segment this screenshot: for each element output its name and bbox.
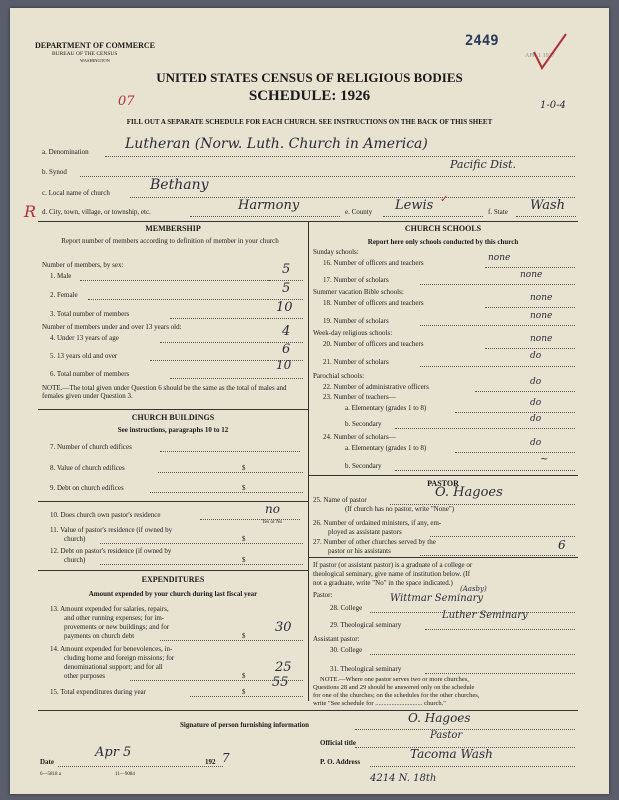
synod-value: Pacific Dist. — [450, 158, 517, 171]
q24-label: 24. Number of scholars— — [323, 433, 396, 441]
q16-label: 16. Number of officers and teachers — [323, 259, 424, 267]
q15-label: 15. Total expenditures during year — [50, 688, 146, 696]
q12-label-a: 12. Debt on pastor's residence (if owned by — [50, 547, 172, 555]
form-title: UNITED STATES CENSUS OF RELIGIOUS BODIES — [156, 70, 463, 85]
q11-label-b: church) — [64, 535, 86, 543]
county-value: Lewis — [395, 198, 434, 213]
year-prefix: 192 — [205, 758, 216, 766]
q15-dollar: $ — [242, 688, 246, 696]
dept-heading: DEPARTMENT OF COMMERCE — [35, 41, 156, 50]
pastor-sub-label: Pastor: — [313, 591, 333, 599]
fill-instruction: FILL OUT A SEPARATE SCHEDULE FOR EACH CHURCH. SEE INSTRUCTIONS ON THE BACK OF THIS SHEET — [126, 118, 493, 126]
q15-value: 55 — [272, 675, 289, 690]
q28-insert: (Aasby) — [460, 585, 487, 593]
q10-label: 10. Does church own pastor's residence — [50, 511, 161, 519]
city-label: d. City, town, village, or township, etc. — [42, 208, 151, 216]
q14-value: 25 — [275, 660, 292, 675]
q29-label: 29. Theological seminary — [330, 621, 402, 629]
q23b-value: do — [530, 414, 542, 424]
denomination-value: Lutheran (Norw. Luth. Church in America) — [125, 136, 428, 152]
q28-value: Wittmar Seminary — [390, 593, 484, 604]
address-label: P. O. Address — [320, 758, 361, 766]
q3-label: 3. Total number of members — [50, 310, 130, 318]
grad-note-1: If pastor (or assistant pastor) is a graduate of a college or — [313, 561, 473, 569]
q4-value: 4 — [282, 324, 291, 339]
q21-value: do — [530, 351, 542, 361]
q2-label: 2. Female — [50, 291, 78, 299]
q29-value: Luther Seminary — [442, 610, 528, 621]
membership-title: MEMBERSHIP — [145, 224, 201, 233]
q25-hint: (If church has no pastor, write "None") — [345, 505, 455, 513]
q26-label-a: 26. Number of ordained ministers, if any, em- — [313, 519, 442, 527]
q8-dollar: $ — [242, 464, 246, 472]
q20-label: 20. Number of officers and teachers — [323, 340, 424, 348]
q13-dollar: $ — [242, 632, 246, 640]
q24b-value: ~ — [540, 454, 549, 465]
q14-label-a: 14. Amount expended for benevolences, in- — [50, 645, 173, 653]
q30-label: 30. College — [330, 646, 363, 654]
buildings-sub: See instructions, paragraphs 10 to 12 — [117, 426, 229, 434]
signature-value: O. Hagoes — [408, 711, 471, 725]
q23b-label: b. Secondary — [345, 420, 382, 428]
schedule-title: SCHEDULE: 1926 — [248, 88, 371, 104]
q13-label-b: and other running expenses; for im- — [64, 614, 165, 622]
q12-dollar: $ — [242, 556, 246, 564]
q28-label: 28. College — [330, 604, 363, 612]
official-title-label: Official title — [320, 739, 356, 747]
schools-intro: Report here only schools conducted by this church — [367, 238, 519, 246]
q31-label: 31. Theological seminary — [330, 665, 402, 673]
q5-label: 5. 13 years old and over — [50, 352, 118, 360]
print-code: 11—9084 — [115, 772, 135, 777]
red-r-mark: R — [24, 202, 37, 221]
city-heading: WASHINGTON — [80, 58, 110, 63]
q9-dollar: $ — [242, 484, 246, 492]
date-value: Apr 5 — [95, 745, 132, 760]
synod-label: b. Synod — [42, 168, 67, 176]
q18-label: 18. Number of officers and teachers — [323, 299, 424, 307]
q10-hint: Yes or No — [262, 520, 283, 525]
q11-dollar: $ — [242, 535, 246, 543]
q1-value: 5 — [282, 262, 291, 277]
q25-value: O. Hagoes — [435, 485, 503, 500]
q27-label-a: 27. Number of other churches served by the — [313, 538, 436, 546]
church-name-value: Bethany — [150, 177, 209, 193]
q8-label: 8. Value of church edifices — [50, 464, 125, 472]
q17-value: none — [520, 270, 543, 280]
q23a-value: do — [530, 398, 542, 408]
state-label: f. State — [488, 208, 508, 216]
q25-label: 25. Name of pastor — [313, 496, 367, 504]
q24b-label: b. Secondary — [345, 462, 382, 470]
stamp-date: APR 1 1927 — [525, 53, 555, 59]
bottom-note: 4214 N. 18th — [370, 773, 437, 784]
pastor-note-3: for one of the churches; on the schedules for the other churches, — [313, 692, 480, 699]
q16-value: none — [488, 253, 511, 263]
check-mark-icon — [530, 30, 570, 75]
pastor-note-1: NOTE.—Where one pastor serves two or more churches, — [320, 676, 469, 683]
q24a-value: do — [530, 438, 542, 448]
q24a-label: a. Elementary (grades 1 to 8) — [345, 444, 427, 452]
schools-title: CHURCH SCHOOLS — [404, 224, 482, 233]
by-sex-label: Number of members, by sex: — [42, 261, 124, 269]
q6-value: 10 — [276, 358, 292, 372]
pastor-note-4: write "See schedule for ............................. church." — [313, 700, 446, 707]
q13-label-d: payments on church debt — [64, 632, 135, 640]
expenditures-sub: Amount expended by your church during last fiscal year — [88, 590, 258, 598]
weekday-label: Week-day religious schools: — [313, 329, 393, 337]
official-title-value: Pastor — [430, 730, 463, 741]
assistant-sub-label: Assistant pastor: — [313, 635, 360, 643]
q14-dollar: $ — [242, 672, 246, 680]
q14-label-d: other purposes — [64, 672, 106, 680]
q17-label: 17. Number of scholars — [323, 276, 389, 284]
vacation-label: Summer vacation Bible schools: — [313, 288, 404, 296]
q12-label-b: church) — [64, 556, 86, 564]
address-value: Tacoma Wash — [410, 747, 493, 761]
church-name-label: c. Local name of church — [42, 189, 110, 197]
year-suffix: 7 — [222, 751, 230, 765]
q19-label: 19. Number of scholars — [323, 317, 389, 325]
q3-value: 10 — [276, 300, 293, 315]
q23a-label: a. Elementary (grades 1 to 8) — [345, 404, 427, 412]
q14-label-b: cluding home and foreign missions; for — [64, 654, 175, 662]
grad-note-3: not a graduate, write "No" in the space indicated.) — [313, 579, 453, 587]
by-age-label: Number of members under and over 13 years old: — [42, 323, 182, 331]
county-label: e. County — [345, 208, 373, 216]
denomination-label: a. Denomination — [42, 148, 89, 156]
q23-label: 23. Number of teachers— — [323, 393, 396, 401]
q1-label: 1. Male — [50, 272, 72, 280]
q13-value: 30 — [275, 620, 292, 635]
q13-label-a: 13. Amount expended for salaries, repairs, — [50, 605, 169, 613]
sunday-label: Sunday schools: — [313, 248, 359, 256]
stamp-number: 2449 — [465, 33, 499, 49]
form-code: 6—5818 a — [40, 772, 61, 777]
q27-value: 6 — [558, 538, 566, 552]
q5-value: 6 — [282, 342, 291, 357]
census-schedule-sheet: DEPARTMENT OF COMMERCE BUREAU OF THE CENSUS WASHINGTON UNITED STATES CENSUS OF RELIGIOUS BODIES SCHEDULE: 1926 FILL OUT A SEPARATE SCHEDULE FOR EACH CHURCH. SEE INSTRUCTIONS ON THE BACK OF THIS SHEET 2449 APR 1 1927 07 1-0-4 a. Denomination Lutheran (Norw. Luth. Church in America) b. Synod Pacific Dist. c. Local name of church Bethany R d. City, town, village, or township, etc. Harmony e. County Lewis ✓ f. State Wash MEMBERSHIP Report number of members according to definition of member in your church Number of members, by sex: 1. Male 5 2. Female 5 3. Total number of members 10 Number of members under and over 13 years old: 4. Under 13 years of age 4 5. 13 years old and over 6 6. Total number of members 10 NOTE.—The total given under Question 6 should be the same as the total of males and females given under Question 3. CHURCH BUILDINGS See instructions, paragraphs 10 to 12 7. Number of church edifices 8. Value of church edifices $ 9. Debt on church edifices $ 10. Does church own pastor's residence no Yes or No 11. Value of pastor's residence (if owned by church) $ 12. Debt on pastor's residence (if owned by church) $ EXPENDITURES Amount expended by your church during last fiscal year 13. Amount expended for salaries, repairs, and other running expenses; for im- provements or new buildings; and for payments on church debt $ 30 14. Amount expended for benevolences, in- cluding home and foreign missions; for denominational support; and for all other purposes $ 25 15. Total expenditures during year $ 55 CHURCH SCHOOLS Report here only schools conducted by this church Sunday schools: 16. Number of officers and teachers none 17. Number of scholars none Summer vacation Bible schools: 18. Number of officers and teachers none 19. Number of scholars none Week-day religious schools: 20. Number of officers and teachers none 21. Number of scholars do Parochial schools: 22. Number of administrative officers do 23. Number of teachers— a. Elementary (grades 1 to 8) do b. Secondary do 24. Number of scholars— a. Elementary (grades 1 to 8) do b. Secondary ~ PASTOR 25. Name of pastor O. Hagoes (If church has no pastor, write "None") 26. Number of ordained ministers, if any, em- ployed as assistant pastors 27. Number of other churches served by the pastor or his assistants 6 If pastor (or assistant pastor) is a graduate of a college or theological seminary, give name of institution below. (If not a graduate, write "No" in the space indicated.) Pastor: 28. College Wittmar Seminary (Aasby) 29. Theological seminary Luther Seminary Assistant pastor: 30. College 31. Theological seminary NOTE.—Where one pastor serves two or more churches, Questions 28 and 29 should be answered only on the schedule for one of the churches; on the schedules for the other churches, write "See schedule for ............................. church." Signature of person furnishing information O. Hagoes Official title Pastor Date Apr 5 192 7 P. O. Address Tacoma Wash 6—5818 a 11—9084 4214 N. 18th — [10, 8, 609, 794]
membership-note: NOTE.—The total given under Question 6 should be the same as the total of males and females given under Question 3. — [42, 384, 287, 400]
expenditures-title: EXPENDITURES — [141, 575, 205, 584]
q7-label: 7. Number of church edifices — [50, 443, 132, 451]
left-code: 07 — [118, 94, 135, 109]
pastor-note-2: Questions 28 and 29 should be answered only on the schedule — [313, 684, 475, 691]
q19-value: none — [530, 311, 553, 321]
q22-value: do — [530, 377, 542, 387]
date-label: Date — [40, 758, 54, 766]
q20-value: none — [530, 334, 553, 344]
state-value: Wash — [530, 198, 566, 213]
q4-label: 4. Under 13 years of age — [50, 334, 119, 342]
q10-value: no — [265, 502, 280, 516]
membership-intro: Report number of members according to definition of member in your church — [61, 237, 279, 245]
q11-label-a: 11. Value of pastor's residence (if owned by — [50, 526, 173, 534]
q2-value: 5 — [282, 281, 291, 296]
parochial-label: Parochial schools: — [313, 372, 365, 380]
q27-label-b: pastor or his assistants — [328, 547, 391, 555]
q21-label: 21. Number of scholars — [323, 358, 389, 366]
right-code: 1-0-4 — [540, 100, 566, 111]
pastor-title: PASTOR — [427, 479, 459, 488]
q6-label: 6. Total number of members — [50, 370, 130, 378]
q26-label-b: ployed as assistant pastors — [328, 528, 402, 536]
city-value: Harmony — [238, 198, 300, 213]
q14-label-c: denominational support; and for all — [64, 663, 163, 671]
q18-value: none — [530, 293, 553, 303]
grad-note-2: theological seminary, give name of institution below. (If — [313, 570, 471, 578]
q22-label: 22. Number of administrative officers — [323, 383, 429, 391]
q9-label: 9. Debt on church edifices — [50, 484, 124, 492]
buildings-title: CHURCH BUILDINGS — [131, 413, 215, 422]
bureau-heading: BUREAU OF THE CENSUS — [52, 51, 118, 57]
q13-label-c: provements or new buildings; and for — [64, 623, 170, 631]
signature-label: Signature of person furnishing information — [180, 721, 309, 729]
